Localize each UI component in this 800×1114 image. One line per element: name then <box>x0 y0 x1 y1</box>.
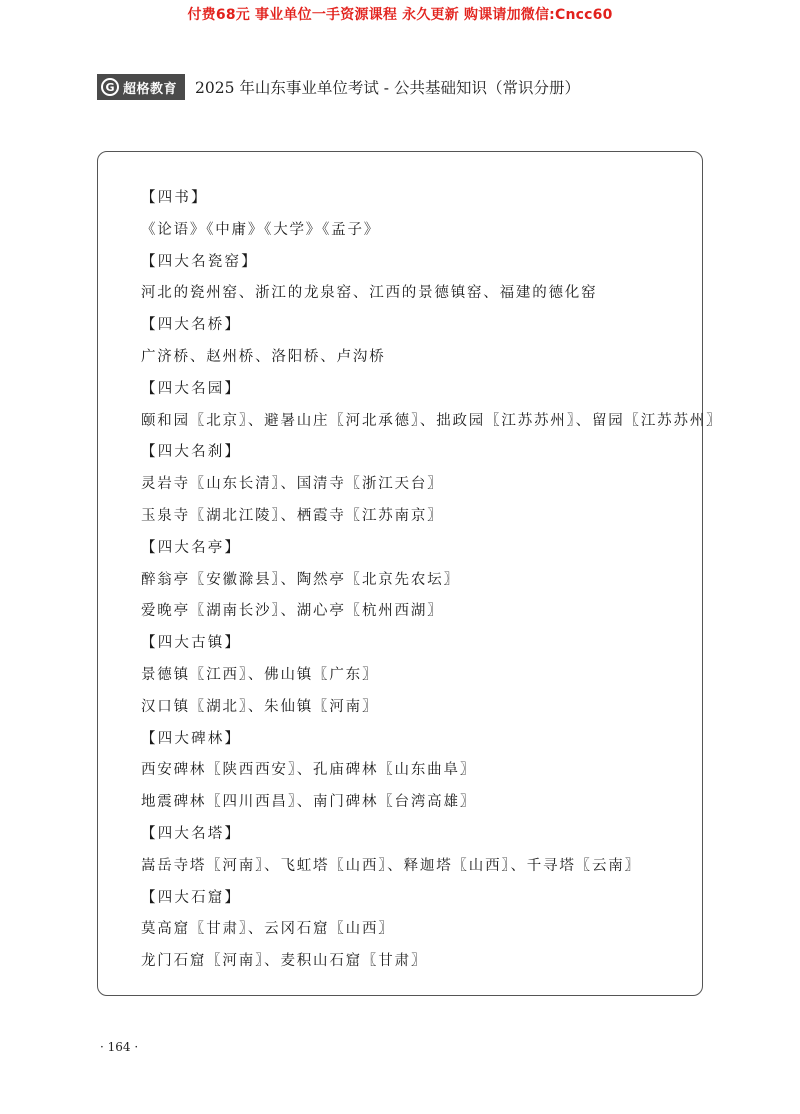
content-line: 莫高窟〖甘肃〗、云冈石窟〖山西〗 <box>141 921 395 938</box>
logo-mark-icon: G <box>101 78 119 96</box>
publisher-logo <box>97 74 185 100</box>
content-line: 景德镇〖江西〗、佛山镇〖广东〗 <box>141 666 379 683</box>
content-list <box>141 183 722 978</box>
content-line: 龙门石窟〖河南〗、麦积山石窟〖甘肃〗 <box>141 953 428 970</box>
section-heading: 【四书】 <box>141 190 208 206</box>
section-heading: 【四大石窟】 <box>141 889 242 906</box>
section-heading: 【四大古镇】 <box>141 635 242 652</box>
content-line: 醉翁亭〖安徽滁县〗、陶然亭〖北京先农坛〗 <box>141 571 460 588</box>
book-title: 2025 年山东事业单位考试 - 公共基础知识（常识分册） <box>195 79 580 97</box>
content-line: 地震碑林〖四川西昌〗、南门碑林〖台湾高雄〗 <box>141 794 477 811</box>
promo-banner: 付费68元 事业单位一手资源课程 永久更新 购课请加微信:Cncc60 <box>187 7 613 23</box>
content-line: 河北的瓷州窑、浙江的龙泉窑、江西的景德镇窑、福建的德化窑 <box>141 285 598 302</box>
page-number: · 164 · <box>100 1040 139 1054</box>
page-header <box>97 74 580 100</box>
content-line: 灵岩寺〖山东长清〗、国清寺〖浙江天台〗 <box>141 476 444 493</box>
content-line: 嵩岳寺塔〖河南〗、飞虹塔〖山西〗、释迦塔〖山西〗、千寻塔〖云南〗 <box>141 857 641 874</box>
content-line: 《论语》《中庸》《大学》《孟子》 <box>141 221 381 238</box>
section-heading: 【四大名瓷窑】 <box>141 253 258 270</box>
content-line: 颐和园〖北京〗、避暑山庄〖河北承德〗、拙政园〖江苏苏州〗、留园〖江苏苏州〗 <box>141 412 723 429</box>
content-line: 西安碑林〖陕西西安〗、孔庙碑林〖山东曲阜〗 <box>141 762 477 779</box>
section-heading: 【四大名桥】 <box>141 317 242 334</box>
section-heading: 【四大名刹】 <box>141 444 242 461</box>
content-line: 广济桥、赵州桥、洛阳桥、卢沟桥 <box>141 348 386 365</box>
content-line: 玉泉寺〖湖北江陵〗、栖霞寺〖江苏南京〗 <box>141 507 444 524</box>
logo-text: 超格教育 <box>123 81 178 97</box>
section-heading: 【四大碑林】 <box>141 730 242 747</box>
section-heading: 【四大名园】 <box>141 380 242 397</box>
content-line: 爱晚亭〖湖南长沙〗、湖心亭〖杭州西湖〗 <box>141 603 444 620</box>
section-heading: 【四大名塔】 <box>141 825 242 842</box>
section-heading: 【四大名亭】 <box>141 539 242 556</box>
content-line: 汉口镇〖湖北〗、朱仙镇〖河南〗 <box>141 698 379 715</box>
